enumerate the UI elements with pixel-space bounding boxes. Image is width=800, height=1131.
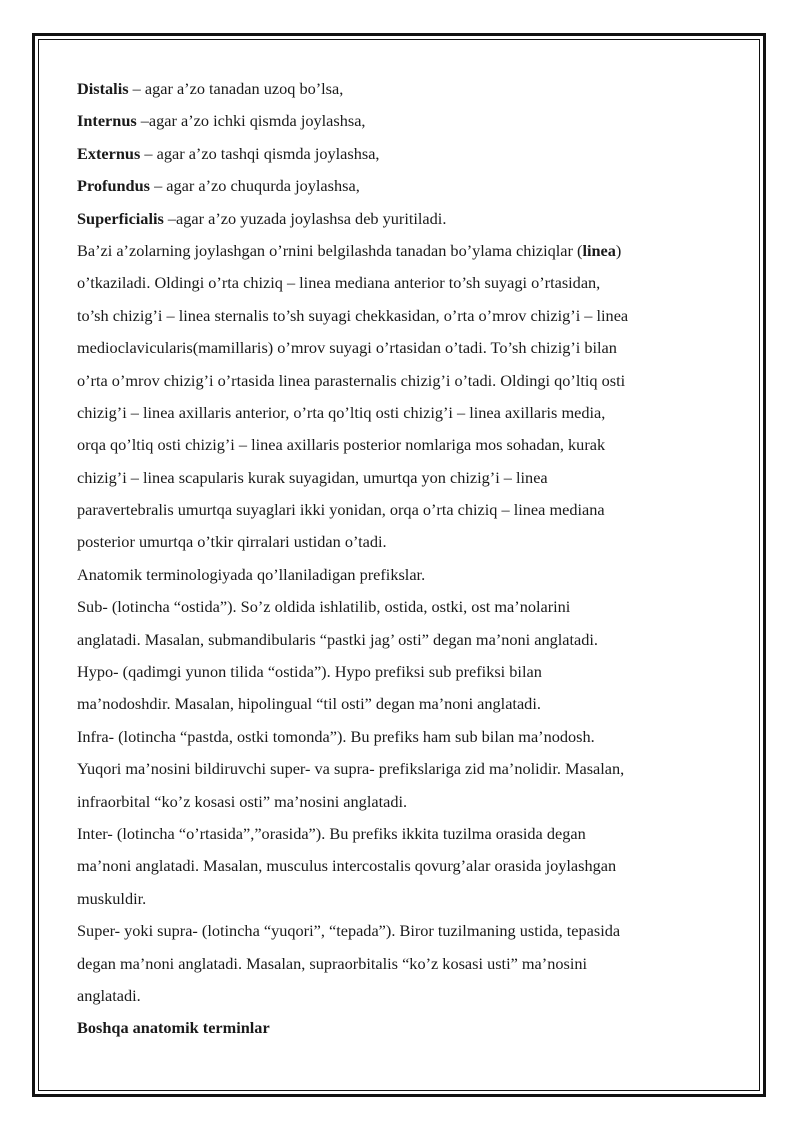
prefix-line: Infra- (lotincha “pastda, ostki tomonda”). Bu prefiks ham sub bilan ma’nodosh. <box>77 726 595 746</box>
paragraph-line <box>77 235 727 267</box>
prefix-line: ma’nodoshdir. Masalan, hipolingual “til osti” degan ma’noni anglatadi. <box>77 694 541 714</box>
prefix-line: infraorbital “ko’z kosasi osti” ma’nosini anglatadi. <box>77 791 408 811</box>
prefix-line: muskuldir. <box>77 888 147 908</box>
section-heading <box>77 1012 727 1044</box>
prefix-line: anglatadi. Masalan, submandibularis “pastki jag’ osti” degan ma’noni anglatadi. <box>77 629 598 649</box>
prefix-line: degan ma’noni anglatadi. Masalan, supraorbitalis “ko’z kosasi usti” ma’nosini <box>77 953 588 973</box>
definition-line <box>77 203 727 235</box>
paragraph-line: chizig’i – linea scapularis kurak suyagidan, umurtqa yon chizig’i – linea <box>77 467 548 487</box>
definition-text: – agar a’zo chuqurda joylashsa, <box>150 176 360 196</box>
prefix-line: Super- yoki supra- (lotincha “yuqori”, “tepada”). Biror tuzilmaning ustida, tepasida <box>77 921 621 941</box>
paragraph-text: ) <box>615 240 622 260</box>
definition-line <box>77 73 727 105</box>
prefix-line: anglatadi. <box>77 985 141 1005</box>
definition-line <box>77 138 727 170</box>
document-body <box>77 73 727 1045</box>
paragraph-line: paravertebralis umurtqa suyaglari ikki yonidan, orqa o’rta chiziq – linea mediana <box>77 500 605 520</box>
definition-text: –agar a’zo yuzada joylashsa deb yuritiladi. <box>163 208 447 228</box>
paragraph-line: o’rta o’mrov chizig’i o’rtasida linea parasternalis chizig’i o’tadi. Oldingi qo’ltiq osti <box>77 370 626 390</box>
paragraph-line: posterior umurtqa o’tkir qirralari ustidan o’tadi. <box>77 532 387 552</box>
paragraph-line: orqa qo’ltiq osti chizig’i – linea axillaris posterior nomlariga mos sohadan, kurak <box>77 435 606 455</box>
prefix-line: Sub- (lotincha “ostida”). So’z oldida ishlatilib, ostida, ostki, ost ma’nolarini <box>77 597 571 617</box>
definition-term: Internus <box>77 111 137 131</box>
definition-text: – agar a’zo tanadan uzoq bo’lsa, <box>128 79 344 98</box>
prefix-line: ma’noni anglatadi. Masalan, musculus intercostalis qovurg’alar orasida joylashgan <box>77 856 617 876</box>
prefix-line: Yuqori ma’nosini bildiruvchi super- va supra- prefikslariga zid ma’nolidir. Masalan, <box>77 759 625 779</box>
definition-text: –agar a’zo ichki qismda joylashsa, <box>136 111 366 131</box>
section-heading-text: Boshqa anatomik terminlar <box>77 1018 270 1038</box>
definition-term: Externus <box>77 143 141 163</box>
definition-term: Distalis <box>77 79 129 98</box>
paragraph-line: to’sh chizig’i – linea sternalis to’sh suyagi chekkasidan, o’rta o’mrov chizig’i – linea <box>77 305 629 325</box>
paragraph-line: chizig’i – linea axillaris anterior, o’rta qo’ltiq osti chizig’i – linea axillaris media, <box>77 402 606 422</box>
definition-line <box>77 105 727 137</box>
definition-text: – agar a’zo tashqi qismda joylashsa, <box>140 143 380 163</box>
paragraph-line: o’tkaziladi. Oldingi o’rta chiziq – linea mediana anterior to’sh suyagi o’rtasidan, <box>77 273 601 293</box>
definition-term: Superficialis <box>77 208 164 228</box>
prefix-line: Anatomik terminologiyada qo’llaniladigan prefikslar. <box>77 564 426 584</box>
definition-term: Profundus <box>77 176 150 196</box>
prefix-line: Inter- (lotincha “o’rtasida”,”orasida”). Bu prefiks ikkita tuzilma orasida degan <box>77 823 586 843</box>
bold-term: linea <box>582 240 616 260</box>
prefix-line: Hypo- (qadimgi yunon tilida “ostida”). Hypo prefiksi sub prefiksi bilan <box>77 662 542 682</box>
paragraph-line: medioclavicularis(mamillaris) o’mrov suyagi o’rtasidan o’tadi. To’sh chizig’i bilan <box>77 338 617 358</box>
paragraph-text: Ba’zi a’zolarning joylashgan o’rnini belgilashda tanadan bo’ylama chiziqlar ( <box>77 240 583 260</box>
definition-line <box>77 170 727 202</box>
